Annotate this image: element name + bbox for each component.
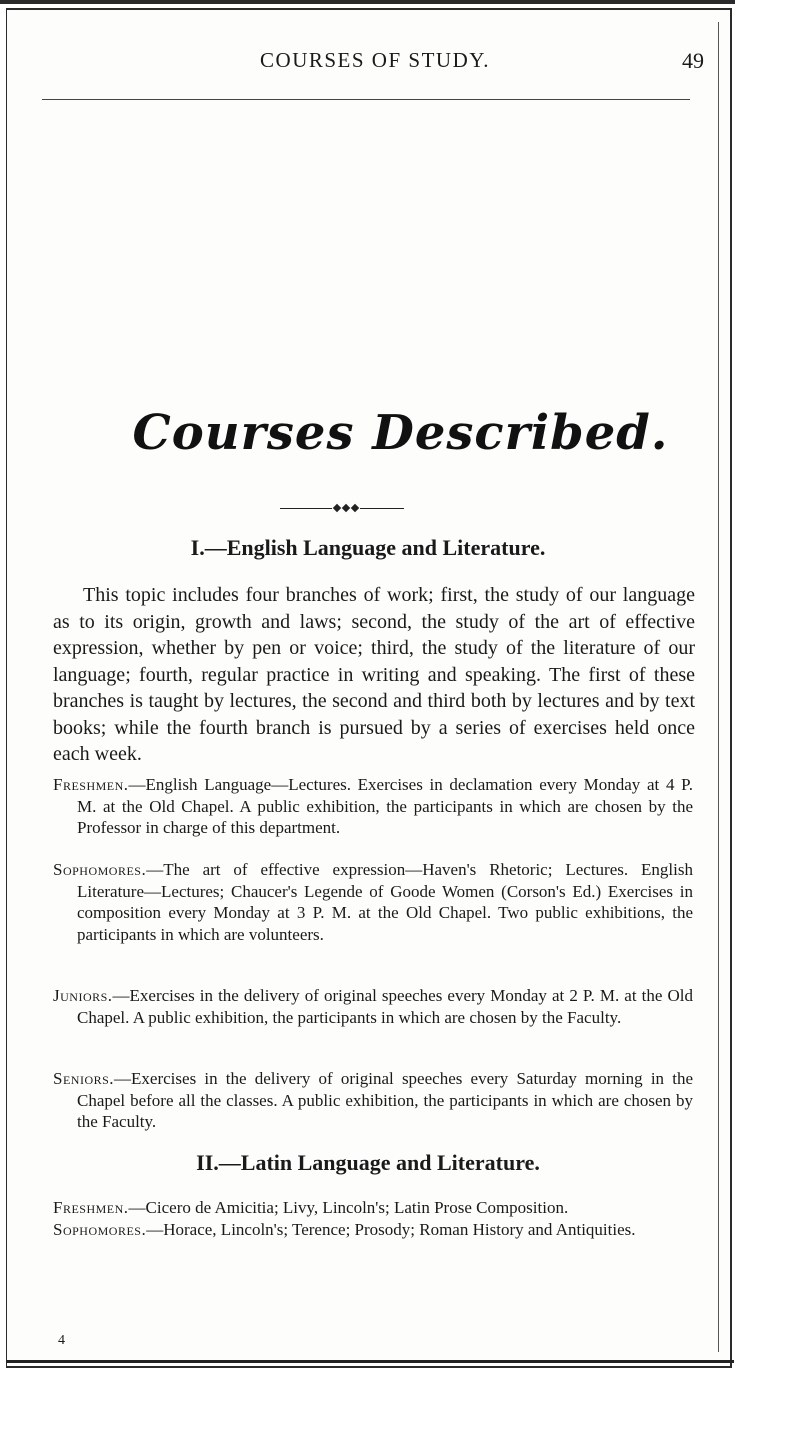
ornamental-divider xyxy=(280,504,404,514)
main-heading: Courses Described. xyxy=(132,405,669,461)
class-label: Juniors. xyxy=(53,986,113,1005)
header-rule xyxy=(42,99,690,100)
entry-latin-sophomores xyxy=(53,1219,693,1241)
entry-text: —Exercises in the delivery of original speeches every Saturday morning in the Chapel before all the classes. A public exhibition, the participants in which are chosen by the Faculty. xyxy=(77,1069,693,1131)
entry-text: —Cicero de Amicitia; Livy, Lincoln's; Latin Prose Composition. xyxy=(128,1198,569,1217)
running-title: COURSES OF STUDY. xyxy=(260,48,490,72)
entry-english-seniors xyxy=(53,1068,693,1133)
entry-english-juniors xyxy=(53,985,693,1028)
entry-text: —Horace, Lincoln's; Terence; Prosody; Roman History and Antiquities. xyxy=(146,1220,636,1239)
class-label: Sophomores. xyxy=(53,1220,147,1239)
class-label: Freshmen. xyxy=(53,775,129,794)
entry-text: —The art of effective expression—Haven's Rhetoric; Lectures. English Literature—Lectures; Chaucer's Legende of Goode Women (Corson's Ed.) Exercises in composition every Monday at 3 P. M. at the Old Chapel. Two public exhibitions, the participants in which are volunteers. xyxy=(77,860,693,944)
section-intro-english: This topic includes four branches of work; first, the study of our language as to its origin, growth and laws; second, the study of the art of effective expression, whether by pen or voice; third, the study of the literature of our language; fourth, regular practice in writing and speaking. The first of these branches is taught by lectures, the second and third both by lectures and by text books; while the fourth branch is pursued by a series of exercises held once each week. xyxy=(53,584,695,765)
entry-english-sophomores xyxy=(53,859,693,945)
section-title-latin: II.—Latin Language and Literature. xyxy=(196,1150,540,1175)
class-label: Sophomores. xyxy=(53,860,147,879)
signature-mark: 4 xyxy=(58,1333,65,1348)
top-border-rule xyxy=(0,0,735,4)
class-label: Freshmen. xyxy=(53,1198,129,1217)
running-head xyxy=(40,48,710,88)
section-title-english: I.—English Language and Literature. xyxy=(190,535,546,560)
entry-english-freshmen xyxy=(53,774,693,839)
entry-text: —Exercises in the delivery of original speeches every Monday at 2 P. M. at the Old Chapel. A public exhibition, the participants in which are chosen by the Faculty. xyxy=(77,986,693,1027)
bottom-border-rule xyxy=(6,1360,734,1363)
page-number: 49 xyxy=(682,48,704,73)
entry-text: —English Language—Lectures. Exercises in declamation every Monday at 4 P. M. at the Old Chapel. A public exhibition, the participants in which are chosen by the Professor in charge of this department. xyxy=(77,775,693,837)
entry-latin-freshmen xyxy=(53,1197,693,1219)
class-label: Seniors. xyxy=(53,1069,115,1088)
